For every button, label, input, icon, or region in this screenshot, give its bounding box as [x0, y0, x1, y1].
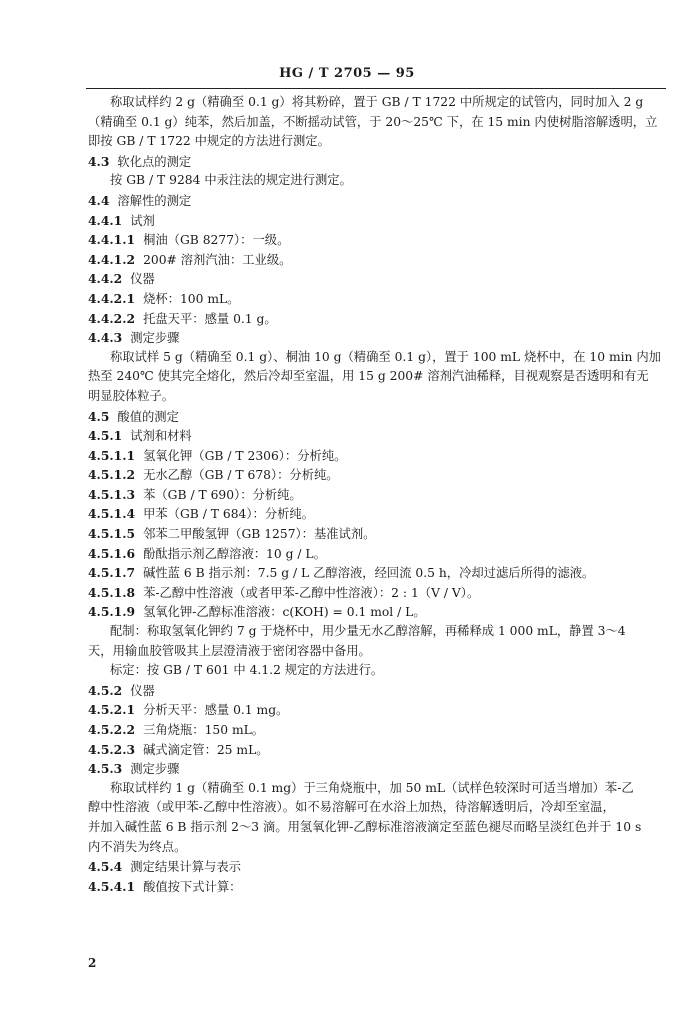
section-number: 4.5.1.8 — [88, 584, 136, 600]
section-number: 4.4 — [88, 192, 110, 208]
section-title: 氢氧化钾（GB / T 2306）：分析纯。 — [143, 448, 347, 463]
section-heading — [88, 759, 666, 779]
section-number: 4.4.2.1 — [88, 290, 136, 306]
section-title: 溶解性的测定 — [117, 193, 192, 208]
section-title: 测定结果计算与表示 — [130, 860, 241, 875]
paragraph-line: 明显胶体粒子。 — [88, 388, 175, 403]
section-number: 4.5.4 — [88, 859, 123, 875]
section-heading — [88, 700, 666, 720]
paragraph-line: 并加入碱性蓝 6 B 指示剂 2～3 滴。用氢氧化钾-乙醇标准溶液滴定至蓝色褪尽而略呈淡红色并于 10 s — [88, 819, 642, 834]
paragraph-line: 即按 GB / T 1722 中规定的方法进行测定。 — [88, 134, 330, 149]
section-title: 苯（GB / T 690）：分析纯。 — [143, 487, 302, 502]
section-number: 4.5.1.4 — [88, 506, 136, 522]
section-title: 托盘天平：感量 0.1 g。 — [143, 311, 277, 326]
section-heading — [88, 250, 666, 270]
paragraph-start: 称取试样约 2 g（精确至 0.1 g）将其粉碎，置于 GB / T 1722 中所规定的试管内，同时加入 2 g — [110, 95, 644, 109]
section-title: 碱式滴定管：25 mL。 — [143, 742, 269, 757]
section-number: 4.5.1 — [88, 428, 123, 444]
section-title: 氢氧化钾-乙醇标准溶液：c(KOH) = 0.1 mol / L。 — [143, 605, 426, 620]
paragraph-start: 称取试样约 1 g（精确至 0.1 mg）于三角烧瓶中，加 50 mL（试样色较深时可适当增加）苯-乙 — [110, 780, 634, 795]
section-title: 仪器 — [130, 683, 155, 698]
section-title: 酸值按下式计算： — [143, 879, 242, 894]
section-title: 桐油（GB 8277）：一级。 — [143, 233, 290, 248]
section-title: 甲苯（GB / T 684）：分析纯。 — [143, 507, 315, 522]
section-title: 烧杯：100 mL。 — [143, 291, 240, 306]
section-number: 4.4.3 — [88, 330, 123, 346]
section-title: 仪器 — [130, 272, 155, 287]
section-title: 分析天平：感量 0.1 mg。 — [143, 703, 289, 718]
section-heading — [88, 602, 666, 622]
section-number: 4.5.1.6 — [88, 545, 136, 561]
section-number: 4.5.2.3 — [88, 741, 136, 757]
section-title: 三角烧瓶：150 mL。 — [143, 723, 265, 737]
section-number: 4.5.2.2 — [88, 722, 136, 737]
paragraph-start: 标定：按 GB / T 601 中 4.1.2 规定的方法进行。 — [110, 663, 384, 678]
section-heading — [88, 857, 666, 877]
section-heading — [88, 230, 666, 250]
section-heading — [88, 211, 666, 231]
section-title: 无水乙醇（GB / T 678）：分析纯。 — [143, 468, 339, 483]
section-title: 邻苯二甲酸氢钾（GB 1257）：基准试剂。 — [143, 527, 376, 542]
section-title: 测定步骤 — [130, 331, 180, 346]
section-title: 酚酞指示剂乙醇溶液：10 g / L。 — [143, 546, 326, 561]
section-number: 4.5 — [88, 408, 110, 424]
paragraph-line: 醇中性溶液（或甲苯-乙醇中性溶液）。如不易溶解可在水浴上加热，待溶解透明后，冷却至室温， — [88, 800, 615, 815]
paragraph-line: （精确至 0.1 g）纯苯，然后加盖，不断摇动试管，于 20～25℃ 下，在 15 min 内使树脂溶解透明，立 — [88, 114, 658, 129]
section-number: 4.4.2.2 — [88, 310, 136, 326]
paragraph-line: 内不消失为终点。 — [88, 839, 187, 854]
section-heading — [88, 289, 666, 309]
section-title: 200# 溶剂汽油：工业级。 — [143, 252, 292, 267]
section-title: 测定步骤 — [130, 762, 180, 777]
paragraph-line: 天，用输血胶管吸其上层澄清液于密闭容器中备用。 — [88, 643, 371, 658]
section-heading — [88, 504, 666, 524]
section-heading — [88, 407, 666, 427]
section-number: 4.4.1.2 — [88, 251, 136, 267]
section-heading — [88, 681, 666, 701]
section-heading — [88, 524, 666, 544]
section-heading — [88, 720, 666, 740]
section-heading — [88, 877, 666, 897]
body-text — [88, 93, 666, 896]
section-number: 4.5.2.1 — [88, 702, 136, 718]
section-number: 4.4.1 — [88, 212, 123, 228]
section-number: 4.5.1.7 — [88, 565, 136, 581]
section-heading — [88, 740, 666, 760]
section-heading — [88, 446, 666, 466]
paragraph-line: 热至 240℃ 使其完全熔化，然后冷却至室温，用 15 g 200# 溶剂汽油稀释，目视观察是否透明和有无 — [88, 369, 649, 384]
section-title: 试剂和材料 — [130, 429, 192, 444]
section-number: 4.4.2 — [88, 271, 123, 287]
section-heading — [88, 269, 666, 289]
section-number: 4.5.4.1 — [88, 878, 136, 894]
page-number: 2 — [88, 956, 97, 970]
section-title: 碱性蓝 6 B 指示剂：7.5 g / L 乙醇溶液，经回流 0.5 h，冷却过滤后所得的滤液。 — [143, 566, 595, 581]
section-heading — [88, 563, 666, 583]
section-title: 软化点的测定 — [117, 154, 192, 169]
paragraph-start: 配制：称取氢氧化钾约 7 g 于烧杯中，用少量无水乙醇溶解，再稀释成 1 000 mL，静置 3～4 — [110, 624, 626, 639]
section-number: 4.5.1.1 — [88, 447, 136, 463]
section-heading — [88, 485, 666, 505]
paragraph-start: 按 GB / T 9284 中汞注法的规定进行测定。 — [110, 173, 352, 188]
section-number: 4.4.1.1 — [88, 232, 136, 248]
section-heading — [88, 152, 666, 172]
section-title: 苯-乙醇中性溶液（或者甲苯-乙醇中性溶液）：2 : 1（V / V）。 — [143, 585, 480, 600]
section-heading — [88, 426, 666, 446]
standard-header: HG / T 2705 — 95 — [279, 66, 415, 81]
section-number: 4.3 — [88, 153, 110, 169]
section-heading — [88, 191, 666, 211]
section-heading — [88, 544, 666, 564]
section-heading — [88, 583, 666, 603]
paragraph-start: 称取试样 5 g（精确至 0.1 g）、桐油 10 g（精确至 0.1 g），置于 100 mL 烧杯中，在 10 min 内加 — [110, 349, 661, 364]
section-number: 4.5.1.9 — [88, 604, 136, 620]
section-heading — [88, 465, 666, 485]
section-heading — [88, 309, 666, 329]
section-number: 4.5.1.3 — [88, 486, 136, 502]
section-number: 4.5.3 — [88, 761, 123, 777]
header-rule — [86, 88, 666, 89]
section-title: 试剂 — [130, 213, 155, 228]
section-number: 4.5.1.2 — [88, 467, 136, 483]
section-number: 4.5.1.5 — [88, 526, 136, 542]
section-title: 酸值的测定 — [117, 409, 179, 424]
section-number: 4.5.2 — [88, 682, 123, 698]
section-heading — [88, 328, 666, 348]
